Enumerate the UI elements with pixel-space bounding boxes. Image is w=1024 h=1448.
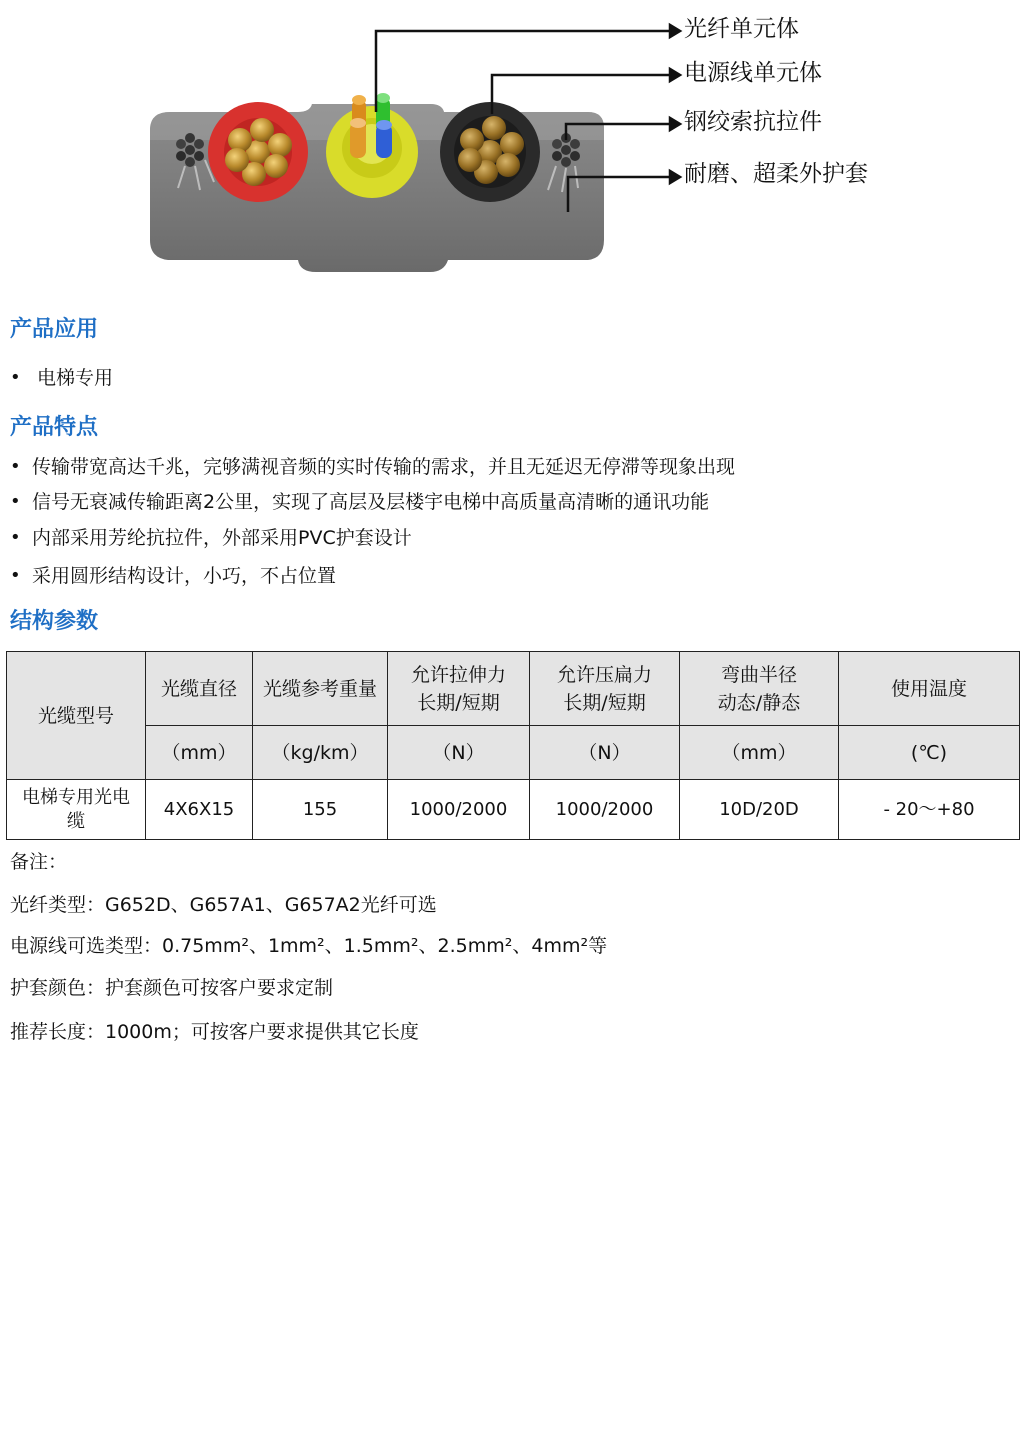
note-jacket-color: 护套颜色：护套颜色可按客户要求定制 [10, 977, 334, 999]
note-length: 推荐长度：1000m；可按客户要求提供其它长度 [10, 1021, 419, 1043]
value-cell: 1000/2000 [530, 780, 680, 840]
note-power-wire: 电源线可选类型：0.75mm²、1mm²、1.5mm²、2.5mm²、4mm²等 [10, 935, 608, 957]
feature-item: • 传输带宽高达千兆，完够满视音频的实时传输的需求，并且无延迟无停滞等现象出现 [10, 455, 735, 479]
section-title-application: 产品应用 [10, 317, 99, 342]
value-cell: 1000/2000 [388, 780, 530, 840]
header-tensile: 允许拉伸力 长期/短期 [388, 652, 530, 726]
callout-steel-strand: 钢绞索抗拉件 [684, 109, 822, 135]
spec-data-row [7, 780, 1020, 840]
note-heading: 备注： [10, 851, 68, 873]
unit-cell: （mm） [146, 726, 253, 780]
value-cell: 4X6X15 [146, 780, 253, 840]
value-cell: 155 [253, 780, 388, 840]
feature-list [10, 455, 735, 588]
model-cell: 电梯专用光电缆 [7, 780, 146, 840]
unit-cell: （kg/km） [253, 726, 388, 780]
power-unit-black [440, 102, 540, 202]
header-crush: 允许压扁力 长期/短期 [530, 652, 680, 726]
callout-optical-unit: 光纤单元体 [684, 16, 799, 42]
spec-table [6, 651, 1020, 840]
section-title-features: 产品特点 [10, 415, 99, 440]
unit-cell: (℃) [839, 726, 1020, 780]
application-list [10, 366, 113, 390]
application-item: • 电梯专用 [10, 366, 113, 390]
note-fiber-type: 光纤类型：G652D、G657A1、G657A2光纤可选 [10, 894, 437, 916]
callout-power-unit: 电源线单元体 [684, 60, 822, 86]
header-weight: 光缆参考重量 [253, 652, 388, 726]
header-bend-radius: 弯曲半径 动态/静态 [680, 652, 839, 726]
unit-cell: （mm） [680, 726, 839, 780]
feature-item: • 信号无衰减传输距离2公里，实现了高层及层楼宇电梯中高质量高清晰的通讯功能 [10, 490, 735, 514]
unit-cell: （N） [388, 726, 530, 780]
feature-item: • 采用圆形结构设计，小巧，不占位置 [10, 564, 735, 588]
value-cell: 10D/20D [680, 780, 839, 840]
value-cell: - 20～+80 [839, 780, 1020, 840]
section-title-structure: 结构参数 [10, 609, 99, 634]
header-model: 光缆型号 [7, 652, 146, 780]
spec-unit-row [7, 726, 1020, 780]
header-temperature: 使用温度 [839, 652, 1020, 726]
spec-header-row [7, 652, 1020, 726]
feature-item: • 内部采用芳纶抗拉件，外部采用PVC护套设计 [10, 526, 735, 550]
callout-outer-jacket: 耐磨、超柔外护套 [684, 161, 868, 187]
power-unit-red [208, 102, 308, 202]
cable-cross-section-diagram [0, 0, 1024, 290]
header-diameter: 光缆直径 [146, 652, 253, 726]
unit-cell: （N） [530, 726, 680, 780]
